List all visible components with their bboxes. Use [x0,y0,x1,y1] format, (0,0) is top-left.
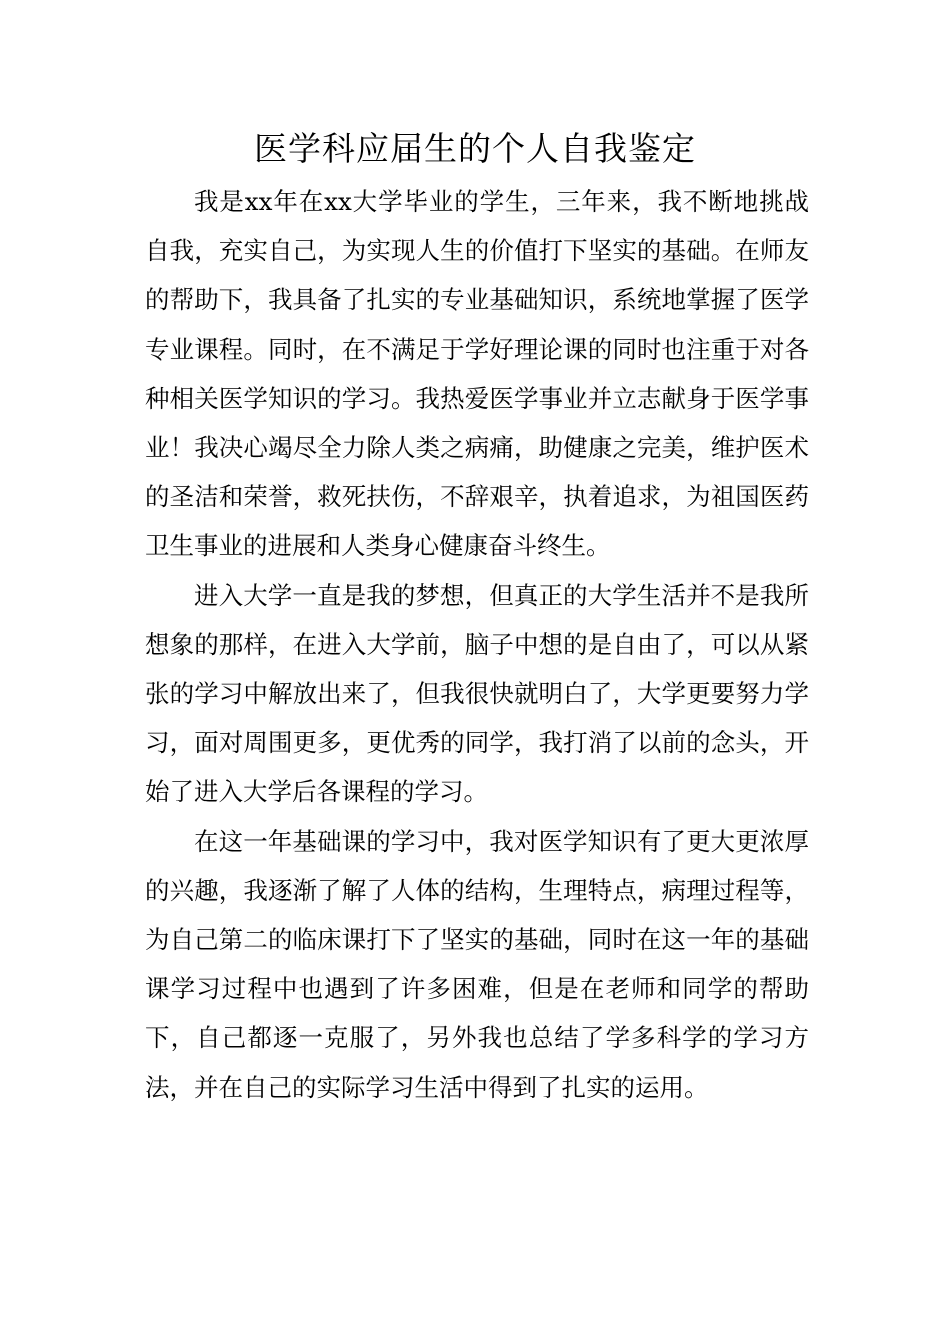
paragraph-1: 我是xx年在xx大学毕业的学生，三年来，我不断地挑战自我，充实自己，为实现人生的价值打下坚实的基础。在师友的帮助下，我具备了扎实的专业基础知识，系统地掌握了医学专业课程。同时，在不满足于学好理论课的同时也注重于对各种相关医学知识的学习。我热爱医学事业并立志献身于医学事业！我决心竭尽全力除人类之病痛，助健康之完美，维护医术的圣洁和荣誉，救死扶伤，不辞艰辛，执着追求，为祖国医药卫生事业的进展和人类身心健康奋斗终生。 [145,187,809,561]
document-title: 医学科应届生的个人自我鉴定 [254,129,696,168]
document-body [145,177,809,1112]
paragraph-2: 进入大学一直是我的梦想，但真正的大学生活并不是我所想象的那样，在进入大学前，脑子中想的是自由了，可以从紧张的学习中解放出来了，但我很快就明白了，大学更要努力学习，面对周围更多，更优秀的同学，我打消了以前的念头，开始了进入大学后各课程的学习。 [145,580,809,807]
paragraph-3: 在这一年基础课的学习中，我对医学知识有了更大更浓厚的兴趣，我逐渐了解了人体的结构，生理特点，病理过程等，为自己第二的临床课打下了坚实的基础，同时在这一年的基础课学习过程中也遇到了许多困难，但是在老师和同学的帮助下，自己都逐一克服了，另外我也总结了学多科学的学习方法，并在自己的实际学习生活中得到了扎实的运用。 [145,826,809,1102]
